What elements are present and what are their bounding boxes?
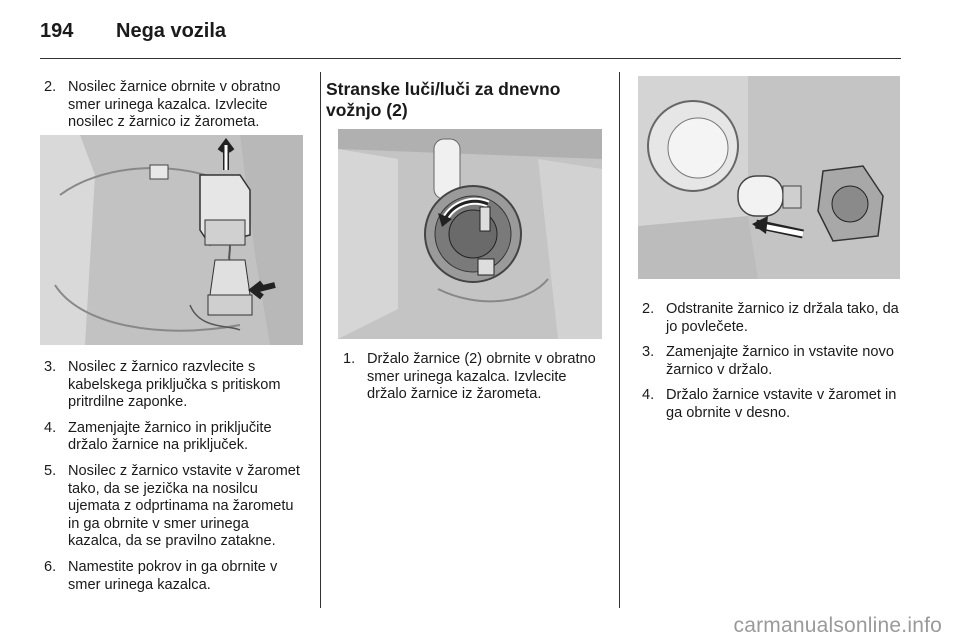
step-item (44, 420, 306, 455)
watermark[interactable]: carmanualsonline.info (733, 614, 942, 637)
step-text: Zamenjajte žarnico in vstavite novo žarnico v držalo. (666, 344, 894, 378)
step-number: 4. (642, 387, 655, 404)
middle-column-steps (343, 351, 605, 412)
step-item (44, 559, 306, 594)
side-light-drawing (338, 129, 602, 339)
page-title: Nega vozila (116, 20, 227, 42)
step-text: Nosilec z žarnico razvlecite s kabelskega priključka s pritiskom pritrdilne zaponke. (68, 359, 281, 411)
header-rule (40, 58, 901, 59)
step-text: Držalo žarnice vstavite v žaromet in ga obrnite v desno. (666, 387, 897, 421)
section-title: Stranske luči/luči za dnevno vožnjo (2) (326, 79, 561, 120)
step-number: 6. (44, 558, 57, 575)
left-column-top (44, 79, 306, 140)
step-text: Namestite pokrov in ga obrnite v smer urinega kazalca. (68, 558, 278, 593)
page-number: 194 (40, 20, 74, 42)
step-text: Nosilec z žarnico vstavite v žaromet tako, da se jezička na nosilcu ujemata z odprtinama na žarometu in ga obrnite v smer urinega kazalca, da se pravilno zatakne. (68, 462, 300, 550)
bulb-removal-drawing (638, 76, 900, 279)
step-item (343, 351, 605, 404)
step-text: Držalo žarnice (2) obrnite v obratno smer urinega kazalca. Izvlecite držalo žarnice iz žarometa. (367, 351, 596, 403)
step-number: 1. (343, 351, 356, 367)
step-item (642, 344, 907, 379)
left-column-bottom (44, 359, 306, 602)
bulb-holder-drawing (40, 135, 303, 345)
step-number: 5. (44, 462, 57, 479)
step-text: Nosilec žarnice obrnite v obratno smer urinega kazalca. Izvlecite nosilec z žarnico iz žarometa. (68, 79, 281, 131)
step-number: 2. (44, 79, 57, 95)
step-item (642, 301, 907, 336)
step-number: 2. (642, 301, 655, 317)
step-number: 3. (44, 359, 57, 375)
illustration-bulb-removal (638, 76, 900, 279)
step-text: Odstranite žarnico iz držala tako, da jo povlečete. (666, 301, 899, 335)
illustration-side-light-holder (338, 129, 602, 339)
step-item (44, 79, 306, 132)
illustration-bulb-holder-removal (40, 135, 303, 345)
step-item (44, 463, 306, 551)
step-item (44, 359, 306, 412)
step-number: 3. (642, 344, 655, 361)
column-divider (320, 72, 321, 608)
step-number: 4. (44, 419, 57, 436)
column-divider (619, 72, 620, 608)
step-text: Zamenjajte žarnico in priključite držalo žarnice na priključek. (68, 419, 272, 454)
step-item (642, 387, 907, 422)
right-column-steps (642, 301, 907, 431)
